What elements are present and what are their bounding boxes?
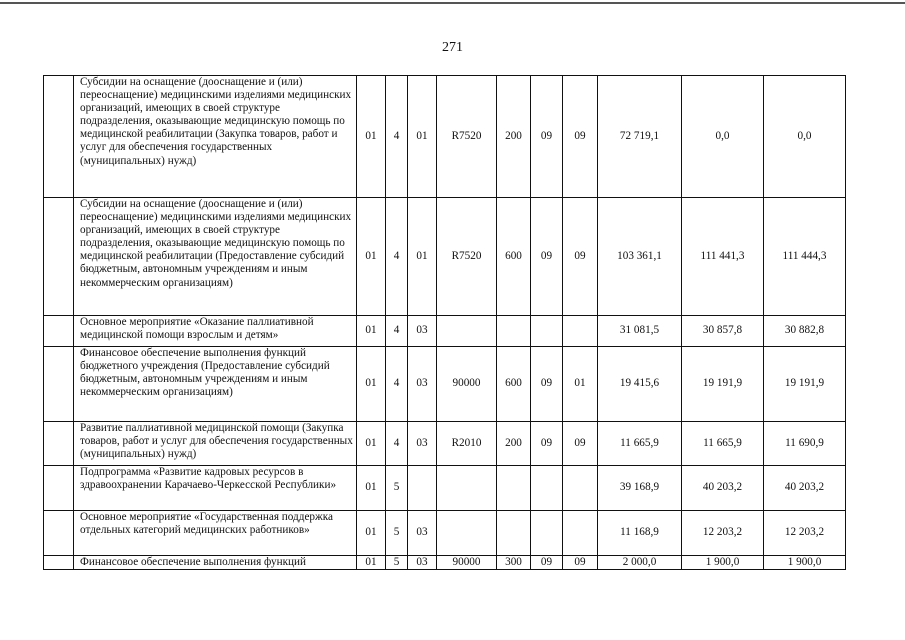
row-spacer-cell <box>44 347 74 422</box>
direction-code-cell <box>437 511 497 556</box>
direction-code-cell: 90000 <box>437 347 497 422</box>
amount-year1-cell: 2 000,0 <box>598 556 682 570</box>
row-spacer-cell <box>44 76 74 198</box>
row-name-cell: Субсидии на оснащение (дооснащение и (или) переоснащение) медицинскими изделиями медицинских организаций, имеющих в своей структуре подразделения, оказывающие медицинскую помощь по медицинской реабилитации (Предоставление субсидий бюджетным, автономным учреждениям и иным некоммерческим организациям) <box>74 198 357 316</box>
amount-year3-cell: 19 191,9 <box>764 347 846 422</box>
subprogram-code-cell: 4 <box>386 347 408 422</box>
program-code-cell: 01 <box>357 466 386 511</box>
amount-year3-cell: 40 203,2 <box>764 466 846 511</box>
subprogram-code-cell: 5 <box>386 466 408 511</box>
amount-year1-cell: 11 665,9 <box>598 422 682 466</box>
subprogram-code-cell: 5 <box>386 511 408 556</box>
amount-year2-cell: 111 441,3 <box>682 198 764 316</box>
expense-type-cell: 600 <box>497 347 531 422</box>
section-cell <box>531 466 563 511</box>
direction-code-cell: 90000 <box>437 556 497 570</box>
row-name-cell: Основное мероприятие «Оказание паллиативной медицинской помощи взрослым и детям» <box>74 316 357 347</box>
direction-code-cell: R7520 <box>437 198 497 316</box>
expense-type-cell: 600 <box>497 198 531 316</box>
amount-year1-cell: 31 081,5 <box>598 316 682 347</box>
program-code-cell: 01 <box>357 198 386 316</box>
amount-year2-cell: 30 857,8 <box>682 316 764 347</box>
amount-year2-cell: 40 203,2 <box>682 466 764 511</box>
program-code-cell: 01 <box>357 316 386 347</box>
amount-year1-cell: 72 719,1 <box>598 76 682 198</box>
row-name-cell: Основное мероприятие «Государственная поддержка отдельных категорий медицинских работников» <box>74 511 357 556</box>
amount-year3-cell: 111 444,3 <box>764 198 846 316</box>
row-name-cell: Развитие паллиативной медицинской помощи (Закупка товаров, работ и услуг для обеспечения государственных (муниципальных) нужд) <box>74 422 357 466</box>
event-code-cell: 03 <box>408 422 437 466</box>
amount-year3-cell: 12 203,2 <box>764 511 846 556</box>
row-spacer-cell <box>44 556 74 570</box>
expense-type-cell: 200 <box>497 422 531 466</box>
row-name-cell: Финансовое обеспечение выполнения функций <box>74 556 357 570</box>
section-cell: 09 <box>531 556 563 570</box>
event-code-cell <box>408 466 437 511</box>
table-row <box>44 347 846 422</box>
table-row <box>44 511 846 556</box>
amount-year2-cell: 19 191,9 <box>682 347 764 422</box>
section-cell <box>531 511 563 556</box>
event-code-cell: 03 <box>408 511 437 556</box>
subsection-cell: 09 <box>563 198 598 316</box>
amount-year1-cell: 39 168,9 <box>598 466 682 511</box>
expense-type-cell <box>497 466 531 511</box>
event-code-cell: 03 <box>408 556 437 570</box>
subprogram-code-cell: 4 <box>386 198 408 316</box>
event-code-cell: 01 <box>408 198 437 316</box>
table-row <box>44 466 846 511</box>
amount-year2-cell: 12 203,2 <box>682 511 764 556</box>
section-cell: 09 <box>531 198 563 316</box>
direction-code-cell: R2010 <box>437 422 497 466</box>
table-row <box>44 316 846 347</box>
subsection-cell: 01 <box>563 347 598 422</box>
section-cell: 09 <box>531 422 563 466</box>
program-code-cell: 01 <box>357 347 386 422</box>
amount-year2-cell: 11 665,9 <box>682 422 764 466</box>
program-code-cell: 01 <box>357 76 386 198</box>
section-cell: 09 <box>531 347 563 422</box>
row-name-cell: Субсидии на оснащение (дооснащение и (или) переоснащение) медицинскими изделиями медицинских организаций, имеющих в своей структуре подразделения, оказывающие медицинскую помощь по медицинской реабилитации (Закупка товаров, работ и услуг для обеспечения государственных (муниципальных) нужд) <box>74 76 357 198</box>
subprogram-code-cell: 5 <box>386 556 408 570</box>
event-code-cell: 03 <box>408 316 437 347</box>
page-top-edge <box>0 2 905 4</box>
amount-year2-cell: 0,0 <box>682 76 764 198</box>
row-name-cell: Подпрограмма «Развитие кадровых ресурсов в здравоохранении Карачаево-Черкесской Республики» <box>74 466 357 511</box>
subprogram-code-cell: 4 <box>386 316 408 347</box>
amount-year1-cell: 11 168,9 <box>598 511 682 556</box>
page-number: 271 <box>442 40 463 55</box>
expense-type-cell <box>497 511 531 556</box>
amount-year3-cell: 11 690,9 <box>764 422 846 466</box>
table-row <box>44 556 846 570</box>
table-row <box>44 422 846 466</box>
program-code-cell: 01 <box>357 511 386 556</box>
direction-code-cell: R7520 <box>437 76 497 198</box>
direction-code-cell <box>437 316 497 347</box>
subsection-cell <box>563 316 598 347</box>
subsection-cell: 09 <box>563 556 598 570</box>
expense-type-cell <box>497 316 531 347</box>
subprogram-code-cell: 4 <box>386 422 408 466</box>
program-code-cell: 01 <box>357 422 386 466</box>
amount-year3-cell: 1 900,0 <box>764 556 846 570</box>
direction-code-cell <box>437 466 497 511</box>
program-code-cell: 01 <box>357 556 386 570</box>
event-code-cell: 01 <box>408 76 437 198</box>
subsection-cell: 09 <box>563 422 598 466</box>
amount-year3-cell: 30 882,8 <box>764 316 846 347</box>
subprogram-code-cell: 4 <box>386 76 408 198</box>
row-spacer-cell <box>44 198 74 316</box>
amount-year2-cell: 1 900,0 <box>682 556 764 570</box>
row-name-cell: Финансовое обеспечение выполнения функций бюджетного учреждения (Предоставление субсидий бюджетным, автономным учреждениям и иным некоммерческим организациям) <box>74 347 357 422</box>
section-cell <box>531 316 563 347</box>
subsection-cell <box>563 511 598 556</box>
event-code-cell: 03 <box>408 347 437 422</box>
section-cell: 09 <box>531 76 563 198</box>
budget-table <box>43 75 846 570</box>
amount-year3-cell: 0,0 <box>764 76 846 198</box>
subsection-cell <box>563 466 598 511</box>
row-spacer-cell <box>44 466 74 511</box>
expense-type-cell: 200 <box>497 76 531 198</box>
row-spacer-cell <box>44 422 74 466</box>
row-spacer-cell <box>44 316 74 347</box>
subsection-cell: 09 <box>563 76 598 198</box>
table-row <box>44 76 846 198</box>
table-row <box>44 198 846 316</box>
amount-year1-cell: 19 415,6 <box>598 347 682 422</box>
expense-type-cell: 300 <box>497 556 531 570</box>
amount-year1-cell: 103 361,1 <box>598 198 682 316</box>
row-spacer-cell <box>44 511 74 556</box>
